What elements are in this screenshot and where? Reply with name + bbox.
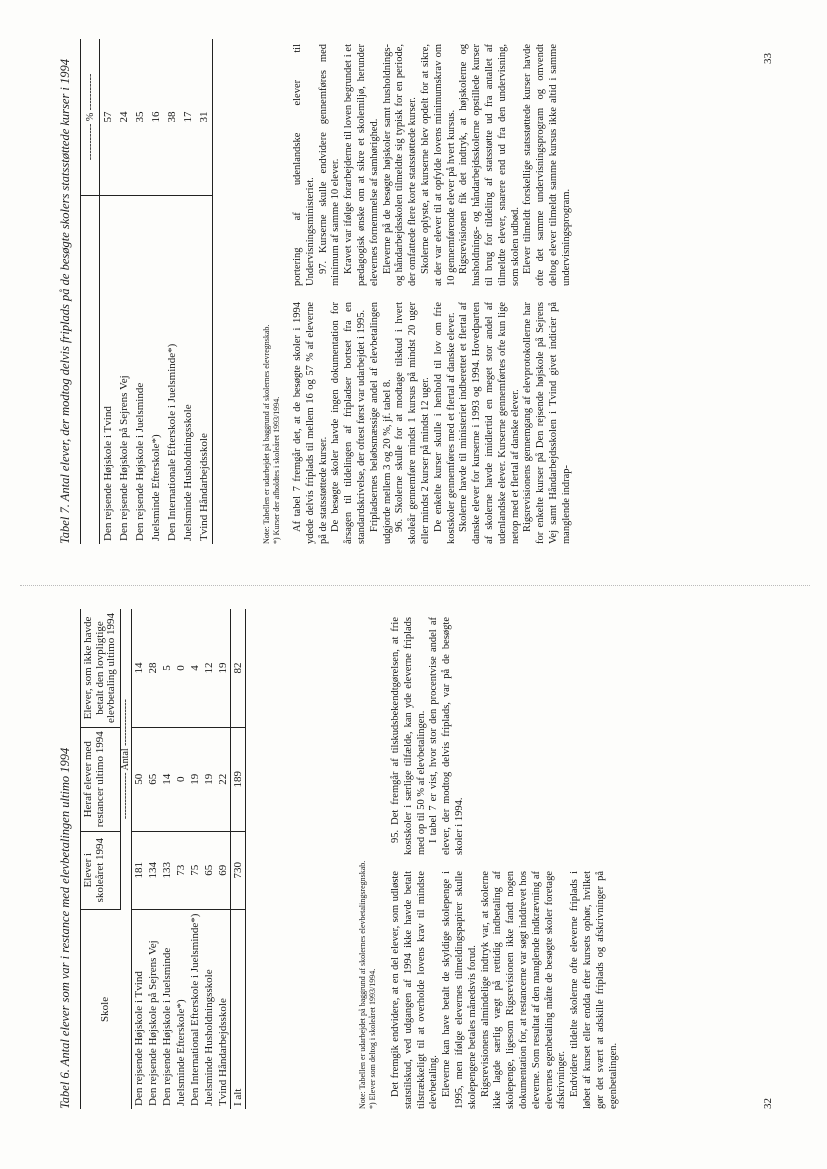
paragraph: Rigsrevisionens almindelige indtryk var, at skolerne ikke lagde særlig vægt på rettidig indbetaling af skolepenge, ligesom Rigsrevisionen ikke fandt nogen dokumentation for, at restancerne var søgt inddrevet hos eleverne. Som resultat af den manglende indkrævning af elevernes egenbetaling måtte de besøgte skoler foretage afskrivninger. (479, 871, 568, 1109)
row-name: Den International Efterskole i Juelsminde*) (189, 913, 202, 1106)
cell-pct: 17 (180, 39, 196, 196)
table-row (100, 39, 117, 544)
cell-restancer: 0 (174, 727, 188, 831)
table-row (132, 609, 147, 1109)
row-name: Juelsminde Efterskole*) (175, 999, 188, 1106)
table-row (216, 609, 231, 1109)
paragraph: Eleverne kan have betalt de skyldige skolepenge i 1995, men ifølge elevernes tilmeldingspapirer skulle skolepengene betales månedsvis forud. (441, 871, 478, 1109)
page-gutter (20, 584, 810, 586)
total-elever: 730 (231, 831, 246, 909)
paragraph: Eleverne på de besøgte højskoler samt husholdnings- og håndarbejdsskolen tilmeldte sig typisk for en periode, der omfattede flere korte statsstøttede kurser. (381, 44, 419, 286)
cell-pct: 38 (164, 39, 180, 196)
total-ikke-betalt: 82 (231, 609, 246, 727)
cell-restancer: 19 (202, 727, 216, 831)
total-label: I alt (231, 909, 246, 1109)
table-row (116, 39, 132, 544)
header-skole: Skole (81, 909, 132, 1109)
paragraph: Fripladsernes beløbsmæssige andel af elevbetalingen udgjorde mellem 3 og 20 %, jf. tabel 8. (368, 302, 393, 544)
cell-restancer: 22 (216, 727, 231, 831)
table-7-note (262, 64, 282, 544)
page-33 (0, 0, 827, 584)
cell-ikke-betalt: 19 (216, 609, 231, 727)
cell-pct: 31 (196, 39, 213, 196)
paragraph: Skolerne oplyste, at kurserne blev opdelt for at sikre, at der var elever til at opfylde lovens minimumskrav om 10 gennemførende elever på hvert kursus. (419, 44, 457, 286)
row-name: Den rejsende Højskole i Juelsminde (134, 382, 146, 541)
cell-elever: 73 (174, 831, 188, 909)
row-name: Den rejsende Højskole i Juelsminde (161, 947, 174, 1106)
cell-ikke-betalt: 14 (132, 609, 147, 727)
left-page-column-2 (390, 617, 467, 855)
cell-restancer: 14 (160, 727, 174, 831)
paragraph: Af tabel 7 fremgår det, at de besøgte skoler i 1994 ydede delvis friplads til mellem 16 og 57 % af eleverne på de statsstøttede kurser. (292, 302, 329, 544)
table-row (132, 39, 148, 544)
cell-ikke-betalt: 12 (202, 609, 216, 727)
table-row (146, 609, 160, 1109)
table-row (196, 39, 213, 544)
row-name: Tvind Håndarbejdsskole (196, 196, 213, 545)
row-name: Den rejsende Højskole i Tvind (102, 406, 114, 541)
table-6 (80, 609, 246, 1109)
row-name: Den Internationale Efterskole i Juelsminde*) (166, 343, 178, 541)
right-page-column-2 (292, 44, 574, 286)
paragraph: De enkelte kurser skulle i henhold til lov om frie kostskoler gennemføres med et flertal af danske elever. (432, 302, 457, 544)
row-name: Den rejsende Højskole på Sejrens Vej (118, 375, 130, 541)
table-7 (80, 39, 213, 544)
table-6-title: Tabel 6. Antal elever som var i restance med elevbetalingen ultimo 1994 (58, 747, 72, 1109)
cell-ikke-betalt: 4 (188, 609, 202, 727)
right-page-column-1 (292, 302, 574, 544)
paragraph: Kravet var ifølge forarbejderne til loven begrundet i et pædagogisk ønske om at sikre et skolemiljø, herunder elevernes fornemmelse af samhørighed. (343, 44, 380, 286)
table-row (160, 609, 174, 1109)
row-name: Juelsminde Husholdningsskole (203, 969, 216, 1106)
header-elever: Elever i skoleåret 1994 (81, 831, 121, 909)
header-restancer: Heraf elever med restancer ultimo 1994 (81, 727, 121, 831)
cell-pct: 24 (116, 39, 132, 196)
total-restancer: 189 (231, 727, 246, 831)
paragraph: 96. Skolerne skulle for at modtage tilskud i hvert skoleår gennemføre mindst 1 kursus på mindst 20 uger eller mindst 2 kurser på mindst 12 uger. (394, 302, 431, 544)
cell-pct: 35 (132, 39, 148, 196)
table-row (188, 609, 202, 1109)
paragraph: 97. Kurserne skulle endvidere gennemføres med minimum af samme 10 elever. (317, 44, 342, 286)
table-row (174, 609, 188, 1109)
table-header-row (81, 39, 100, 544)
table-row (202, 609, 216, 1109)
note-line: Note: Tabellen er udarbejdet på baggrund af skolernes elevbetalingsregnskab. (358, 860, 367, 1109)
page-number: 33 (762, 53, 774, 64)
row-name: Tvind Håndarbejdsskole (217, 998, 230, 1106)
paragraph: Rigsrevisionen fik det indtryk, at højskolerne og husholdnings- og håndarbejdsskolerne opstillede kurser til brug for tildeling af statsstøtte ud fra antallet af tilmeldte elever, snarere end ud fra den undervisning, som skolen udbød. (458, 44, 521, 286)
table-7-title: Tabel 7. Antal elever, der modtog delvis friplads på de besøgte skolers statsstøttede kurser i 1994 (58, 58, 72, 544)
paragraph: De besøgte skoler havde ingen dokumentation for årsagen til tildelingen af fripladser bortset fra en standardskrivelse, der oftest først var udarbejdet i 1995. (330, 302, 367, 544)
cell-elever: 65 (202, 831, 216, 909)
paragraph: Rigsrevisionens gennemgang af elevprotokollerne har for enkelte kurser på Den rejsende højskole på Sejrens Vej samt Håndarbejdsskolen i Tvind givet indicier på manglende indrap- (522, 302, 572, 544)
page-number: 32 (762, 1098, 774, 1109)
paragraph: Det fremgik endvidere, at en del elever, som udløste statstilskud, ved udgangen af 1994 ikke havde betalt tilstrækkeligt til at overholde lovens krav til mindste elevbetaling. (390, 871, 440, 1109)
cell-restancer: 19 (188, 727, 202, 831)
cell-ikke-betalt: 0 (174, 609, 188, 727)
left-page-column-1 (390, 871, 620, 1109)
row-name: Juelsminde Husholdningsskole (182, 404, 194, 541)
cell-elever: 133 (160, 831, 174, 909)
cell-ikke-betalt: 5 (160, 609, 174, 727)
unit-label: ----------- % ----------- (81, 39, 100, 196)
table-6-note (358, 629, 378, 1109)
page-32 (0, 585, 827, 1169)
paragraph: I tabel 7 er vist, hvor stor den procentvise andel af elever, der modtog delvis friplads, var på de besøgte skoler i 1994. (428, 617, 465, 855)
cell-pct: 16 (148, 39, 164, 196)
paragraph: Endvidere tildelte skolerne ofte eleverne friplads i løbet af kurset eller endda efter kursets ophør, hvilket gør det svært at adskille friplads og afskrivninger på egenbetalingen. (569, 871, 619, 1109)
paragraph: Elever tilmeldt forskellige statsstøttede kurser havde ofte det samme undervisningsprogram og omvendt deltog elever tilmeldt samme kursus ikke altid i samme undervisningsprogram. (522, 44, 572, 286)
cell-pct: 57 (100, 39, 117, 196)
cell-elever: 69 (216, 831, 231, 909)
cell-restancer: 50 (132, 727, 147, 831)
header-ikke-betalt: Elever, som ikke havde betalt den lovpligtige elevbetaling ultimo 1994 (81, 609, 121, 727)
table-row (180, 39, 196, 544)
cell-ikke-betalt: 28 (146, 609, 160, 727)
note-line: *) Elever som deltog i skoleåret 1993/1994. (368, 968, 377, 1109)
row-name: Juelsminde Efterskole*) (150, 434, 162, 541)
unit-label: -------------- Antal -------------- (120, 609, 132, 909)
paragraph: portering af udenlandske elever til Undervisningsministeriet. (292, 44, 316, 286)
cell-restancer: 65 (146, 727, 160, 831)
row-name: Den rejsende Højskole på Sejrens Vej (147, 940, 160, 1106)
table-row (148, 39, 164, 544)
paragraph: Skolerne havde til ministeriet indberettet et flertal af danske elever for kurserne i 1993 og 1994. Hovedparten af skolerne havde imidlertid en meget stor andel af udenlandske elever. Kurserne gennemførtes ofte kun lige netop med et flertal af danske elever. (458, 302, 521, 544)
cell-elever: 181 (132, 831, 147, 909)
note-line: *) Kurser der afholdtes i skoleåret 1993/1994. (272, 396, 281, 544)
table-total-row (231, 609, 246, 1109)
row-name: Den rejsende Højskole i Tvind (133, 971, 146, 1106)
cell-elever: 134 (146, 831, 160, 909)
paragraph: 95. Det fremgår af tilskudsbekendtgørelsen, at frie kostskoler i særlige tilfælde, kan yde eleverne friplads med op til 50 % af elevbetalingen. (390, 617, 427, 855)
cell-elever: 75 (188, 831, 202, 909)
note-line: Note: Tabellen er udarbejdet på baggrund af skolernes elevregnskab. (262, 324, 271, 544)
table-row (164, 39, 180, 544)
